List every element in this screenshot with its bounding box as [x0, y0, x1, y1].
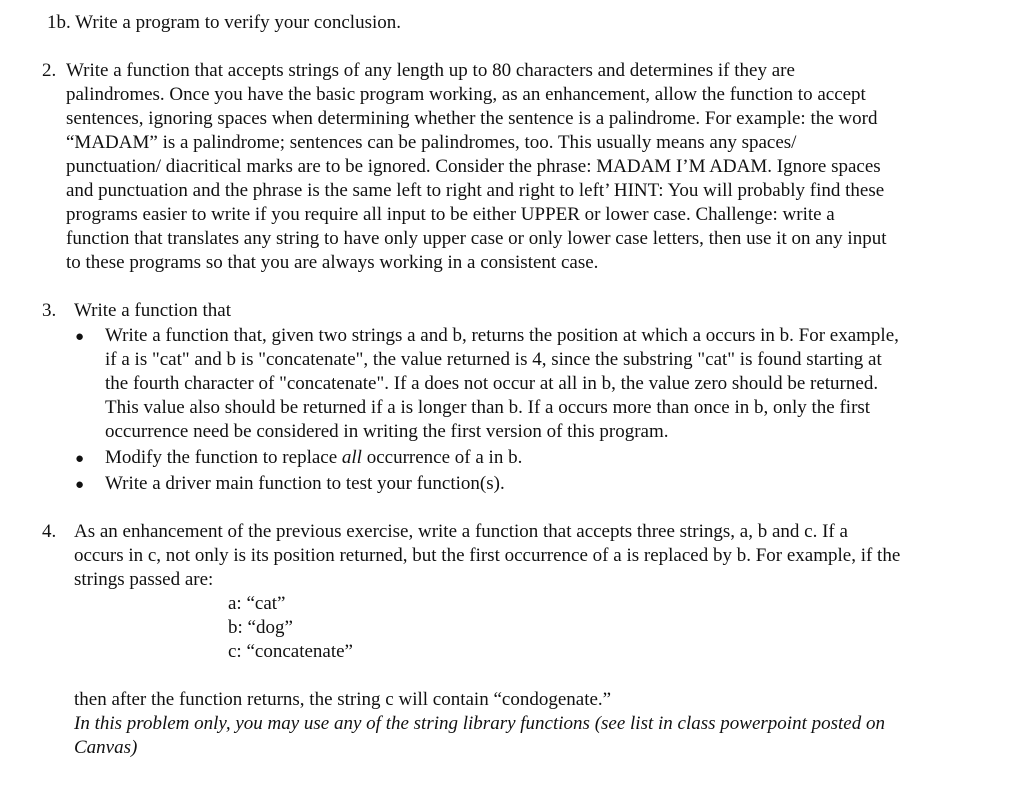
bullet-2-after: occurrence of a in b. — [361, 447, 523, 468]
item-4-line: occurs in c, not only is its position returned, but the first occurrence of a is replaced by b. For example, if the — [74, 545, 901, 566]
item-2-line: “MADAM” is a palindrome; sentences can be palindromes, too. This usually means any spaces/ — [66, 132, 797, 153]
bullet-2-emphasis: all — [341, 447, 362, 468]
item-4-italic-line: Canvas) — [74, 737, 138, 758]
item-4-string-c: c: “concatenate” — [228, 641, 353, 662]
item-3-bullet-3: Write a driver main function to test your function(s). — [105, 473, 505, 494]
bullet-2-before: Modify the function to replace — [105, 447, 342, 468]
item-4-italic-line: In this problem only, you may use any of the string library functions (see list in class powerpoint posted on — [74, 713, 885, 734]
item-2-line: Write a function that accepts strings of any length up to 80 characters and determines if they are — [66, 60, 795, 81]
bullet-icon: ● — [75, 477, 85, 493]
item-2-line: sentences, ignoring spaces when determining whether the sentence is a palindrome. For example: the word — [66, 108, 878, 129]
item-4-string-a: a: “cat” — [228, 593, 286, 614]
item-3-number: 3. — [42, 300, 57, 321]
item-2-line: punctuation/ diacritical marks are to be ignored. Consider the phrase: MADAM I’M ADAM. Ignore spaces — [66, 156, 881, 177]
item-3-bullet-1-line: Write a function that, given two strings a and b, returns the position at which a occurs in b. For example, — [105, 325, 899, 346]
item-2-line: palindromes. Once you have the basic program working, as an enhancement, allow the function to accept — [66, 84, 866, 105]
item-3-bullet-2 — [105, 446, 522, 470]
item-4-after-line: then after the function returns, the string c will contain “condogenate.” — [74, 689, 612, 710]
item-3-bullet-1-line: occurrence need be considered in writing the first version of this program. — [105, 421, 669, 442]
bullet-icon: ● — [75, 329, 85, 345]
item-2-line: function that translates any string to have only upper case or only lower case letters, then use it on any input — [66, 228, 887, 249]
item-3-bullet-1-line: This value also should be returned if a is longer than b. If a occurs more than once in b, only the first — [105, 397, 871, 418]
item-2-line: programs easier to write if you require all input to be either UPPER or lower case. Challenge: write a — [66, 204, 835, 225]
item-4-line: strings passed are: — [74, 569, 214, 590]
item-4-number: 4. — [42, 521, 57, 542]
item-3-bullet-1-line: the fourth character of "concatenate". If a does not occur at all in b, the value zero should be returned. — [105, 373, 879, 394]
item-2-number: 2. — [42, 60, 57, 81]
item-4-line: As an enhancement of the previous exercise, write a function that accepts three strings, a, b and c. If a — [74, 521, 848, 542]
bullet-icon: ● — [75, 451, 85, 467]
item-4-string-b: b: “dog” — [228, 617, 293, 638]
item-1b-text: 1b. Write a program to verify your conclusion. — [47, 12, 401, 33]
item-3-intro: Write a function that — [74, 300, 231, 321]
item-2-line: to these programs so that you are always working in a consistent case. — [66, 252, 599, 273]
item-3-bullet-1-line: if a is "cat" and b is "concatenate", the value returned is 4, since the substring "cat" is found starting at — [105, 349, 882, 370]
item-2-line: and punctuation and the phrase is the same left to right and right to left’ HINT: You will probably find these — [66, 180, 885, 201]
